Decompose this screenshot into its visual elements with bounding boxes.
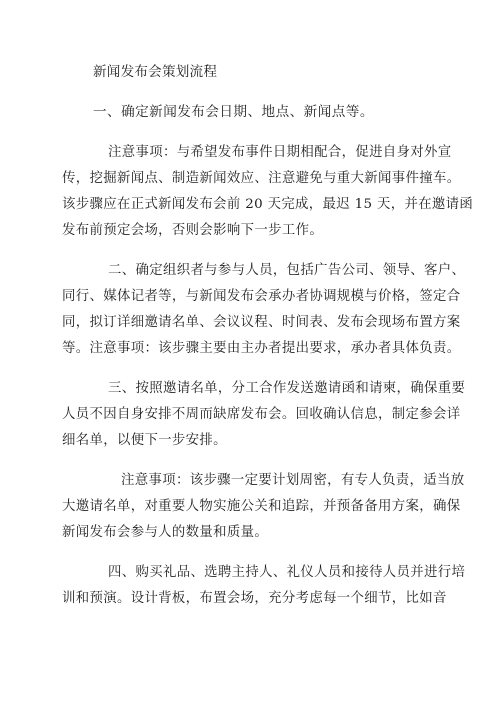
- paragraph-line: 同行、媒体记者等，与新闻发布会承办者协调规模与价格，签定合: [62, 289, 461, 304]
- paragraph-line: 等。注意事项：该步骤主要由主办者提出要求，承办者具体负责。: [62, 341, 461, 356]
- paragraph-line: 细名单，以便下一步安排。: [62, 433, 227, 448]
- paragraph-line: 四、购买礼品、选聘主持人、礼仪人员和接待人员并进行培: [108, 565, 466, 580]
- section-1-heading: 一、确定新闻发布会日期、地点、新闻点等。: [93, 104, 374, 120]
- document-title: 新闻发布会策划流程: [93, 64, 218, 80]
- paragraph-line: 注意事项：与希望发布事件日期相配合，促进自身对外宣: [108, 145, 452, 160]
- paragraph-line: 二、确定组织者与参与人员，包括广告公司、领导、客户、: [108, 263, 466, 278]
- paragraph-line: 传，挖掘新闻点、制造新闻效应、注意避免与重大新闻事件撞车。: [62, 171, 461, 186]
- paragraph-line: 训和预演。设计背板，布置会场，充分考虑每一个细节，比如音: [62, 591, 447, 606]
- paragraph-line: 发布前预定会场，否则会影响下一步工作。: [62, 223, 324, 238]
- paragraph-line: 三、按照邀请名单，分工合作发送邀请函和请柬，确保重要: [108, 381, 466, 396]
- paragraph-line: 新闻发布会参与人的数量和质量。: [62, 525, 269, 540]
- paragraph-line: 大邀请名单，对重要人物实施公关和追踪，并预备备用方案，确保: [62, 499, 461, 514]
- paragraph-line: 人员不因自身安排不周而缺席发布会。回收确认信息，制定参会详: [62, 407, 461, 422]
- paragraph-line: 同，拟订详细邀请名单、会议议程、时间表、发布会现场布置方案: [62, 315, 461, 330]
- paragraph-line: 注意事项：该步骤一定要计划周密，有专人负责，适当放: [121, 473, 465, 488]
- paragraph-line: 该步骤应在正式新闻发布会前 20 天完成，最迟 15 天，并在邀请函: [62, 197, 474, 212]
